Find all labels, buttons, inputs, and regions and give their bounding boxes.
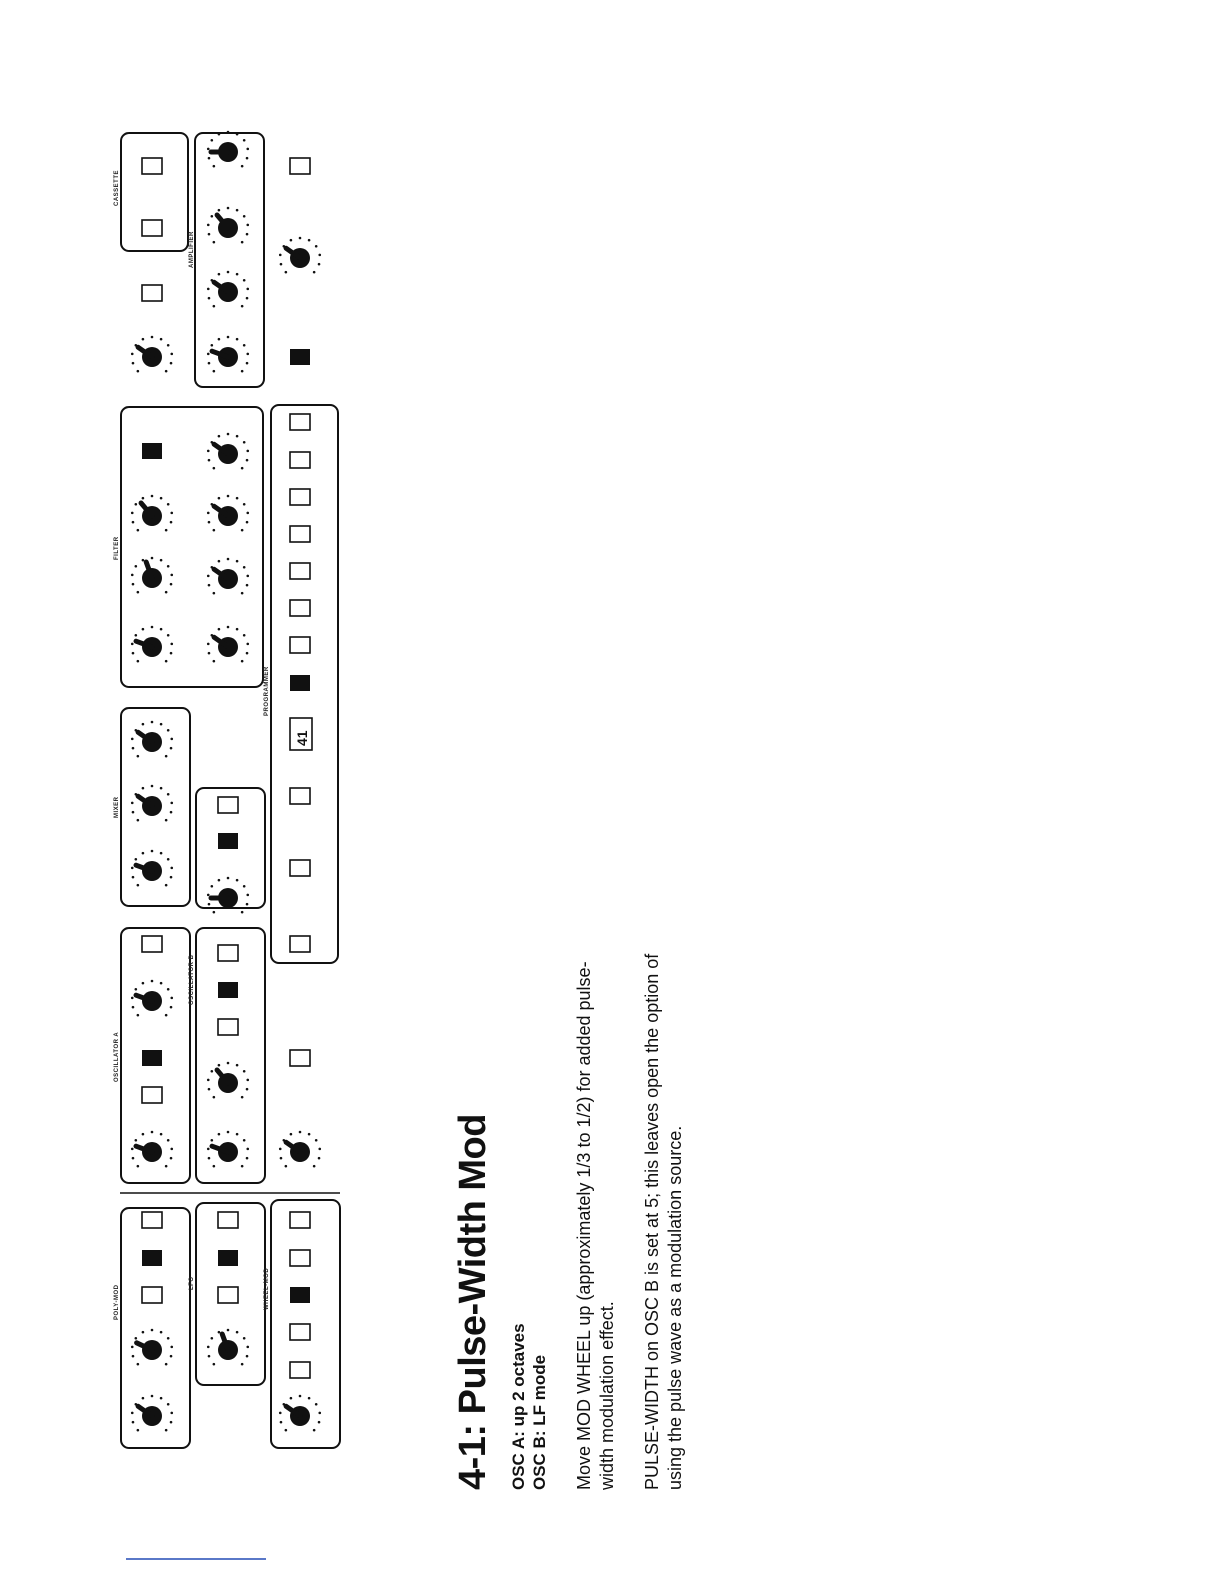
osc-b-tri-switch[interactable] — [218, 982, 238, 998]
tune-button[interactable] — [290, 158, 310, 174]
section-label-cassette: CASSETTE — [114, 169, 120, 206]
poly-mod-filter-env-knob[interactable] — [131, 1395, 173, 1432]
program-display-digits: 41 — [294, 730, 310, 746]
program-select-8-button[interactable] — [290, 414, 310, 430]
volume-knob[interactable] — [279, 237, 321, 274]
filter-attack-knob[interactable] — [207, 626, 249, 663]
paragraph-line: Move MOD WHEEL up (approximately 1/3 to 1/2) for added pulse- — [574, 961, 594, 1490]
program-select-1-button[interactable] — [290, 675, 310, 691]
program-select-2-button[interactable] — [290, 637, 310, 653]
filter-decay-knob[interactable] — [207, 558, 249, 595]
section-label-oscillator-b: OSCILLATOR B — [189, 954, 195, 1005]
lfo-tri-switch[interactable] — [218, 1212, 238, 1228]
wheel-mod-pw-a-switch[interactable] — [290, 1287, 310, 1303]
patch-title: 4-1: Pulse-Width Mod — [452, 1114, 494, 1490]
setting-osc-b: OSC B: LF mode — [530, 1354, 549, 1490]
amp-sustain-knob[interactable] — [207, 207, 249, 244]
cassette-enable-switch[interactable] — [142, 158, 162, 174]
unison-button[interactable] — [290, 1050, 310, 1066]
osc-b-lo-freq-switch[interactable] — [218, 833, 238, 849]
filter-release-knob[interactable] — [207, 433, 249, 470]
amp-attack-knob[interactable] — [207, 336, 249, 373]
section-label-programmer: PROGRAMMER — [264, 666, 270, 716]
setting-osc-a: OSC A: up 2 octaves — [509, 1323, 528, 1490]
wheel-mod-pw-b-switch[interactable] — [290, 1250, 310, 1266]
wheel-mod-freq-a-switch[interactable] — [290, 1362, 310, 1378]
amp-decay-knob[interactable] — [207, 271, 249, 308]
mixer-noise-knob[interactable] — [131, 721, 173, 758]
osc-b-square-switch[interactable] — [218, 945, 238, 961]
cassette-safe-switch[interactable] — [142, 220, 162, 236]
section-label-amplifier: AMPLIFIER — [189, 231, 195, 268]
poly-mod-osc-b-knob[interactable] — [131, 1329, 173, 1366]
preset-button[interactable] — [290, 936, 310, 952]
filter-keyboard-switch[interactable] — [142, 443, 162, 459]
section-label-mixer: MIXER — [114, 796, 120, 818]
osc-b-frequency-knob[interactable] — [207, 1131, 249, 1168]
lfo-frequency-knob[interactable] — [207, 1329, 249, 1366]
program-select-7-button[interactable] — [290, 452, 310, 468]
paragraph-mod-wheel — [573, 961, 619, 1490]
section-label-filter: FILTER — [114, 536, 120, 560]
amp-release-knob[interactable] — [207, 131, 249, 168]
lfo-square-switch[interactable] — [218, 1250, 238, 1266]
section-label-poly-mod: POLY-MOD — [114, 1284, 120, 1320]
footer-rule — [126, 1558, 266, 1560]
osc-a-pulse-width-knob[interactable] — [131, 980, 173, 1017]
osc-a-frequency-knob[interactable] — [131, 1131, 173, 1168]
wheel-mod-filter-switch[interactable] — [290, 1212, 310, 1228]
mixer-osc-b-knob[interactable] — [131, 785, 173, 822]
filter-cutoff-knob[interactable] — [131, 626, 173, 663]
paragraph-line: PULSE-WIDTH on OSC B is set at 5; this leaves open the option of — [642, 953, 662, 1490]
filter-sustain-knob[interactable] — [207, 495, 249, 532]
paragraph-line: width modulation effect. — [597, 1301, 617, 1490]
osc-b-fine-knob[interactable] — [207, 1062, 249, 1099]
section-label-wheel-mod: WHEEL-MOD — [264, 1267, 270, 1310]
filter-resonance-knob[interactable] — [131, 557, 173, 594]
wheel-mod-freq-b-switch[interactable] — [290, 1324, 310, 1340]
master-tune-knob[interactable] — [131, 336, 173, 373]
bank-select-button[interactable] — [290, 788, 310, 804]
program-select-4-button[interactable] — [290, 563, 310, 579]
mixer-osc-a-knob[interactable] — [131, 850, 173, 887]
osc-b-keyboard-switch[interactable] — [218, 797, 238, 813]
poly-mod-pw-a-switch[interactable] — [142, 1250, 162, 1266]
paragraph-line: using the pulse wave as a modulation source. — [665, 1125, 685, 1490]
osc-a-square-switch[interactable] — [142, 1050, 162, 1066]
program-select-3-button[interactable] — [290, 600, 310, 616]
paragraph-pulse-width — [641, 953, 687, 1490]
section-label-oscillator-a: OSCILLATOR A — [114, 1031, 120, 1082]
osc-a-sync-switch[interactable] — [142, 936, 162, 952]
poly-mod-filter-switch[interactable] — [142, 1212, 162, 1228]
record-button[interactable] — [290, 860, 310, 876]
patch-settings — [508, 1110, 550, 1490]
osc-b-saw-switch[interactable] — [218, 1019, 238, 1035]
amp-release-switch[interactable] — [142, 285, 162, 301]
glide-knob[interactable] — [279, 1131, 321, 1168]
wheel-mod-source-mix-knob[interactable] — [279, 1395, 321, 1432]
section-label-lfo: LFO — [189, 1276, 195, 1290]
release-switch[interactable] — [290, 349, 310, 365]
program-select-6-button[interactable] — [290, 489, 310, 505]
program-select-5-button[interactable] — [290, 526, 310, 542]
patch-description — [450, 953, 690, 1490]
poly-mod-freq-a-switch[interactable] — [142, 1287, 162, 1303]
lfo-saw-switch[interactable] — [218, 1287, 238, 1303]
filter-env-amount-knob[interactable] — [131, 495, 173, 532]
osc-a-saw-switch[interactable] — [142, 1087, 162, 1103]
